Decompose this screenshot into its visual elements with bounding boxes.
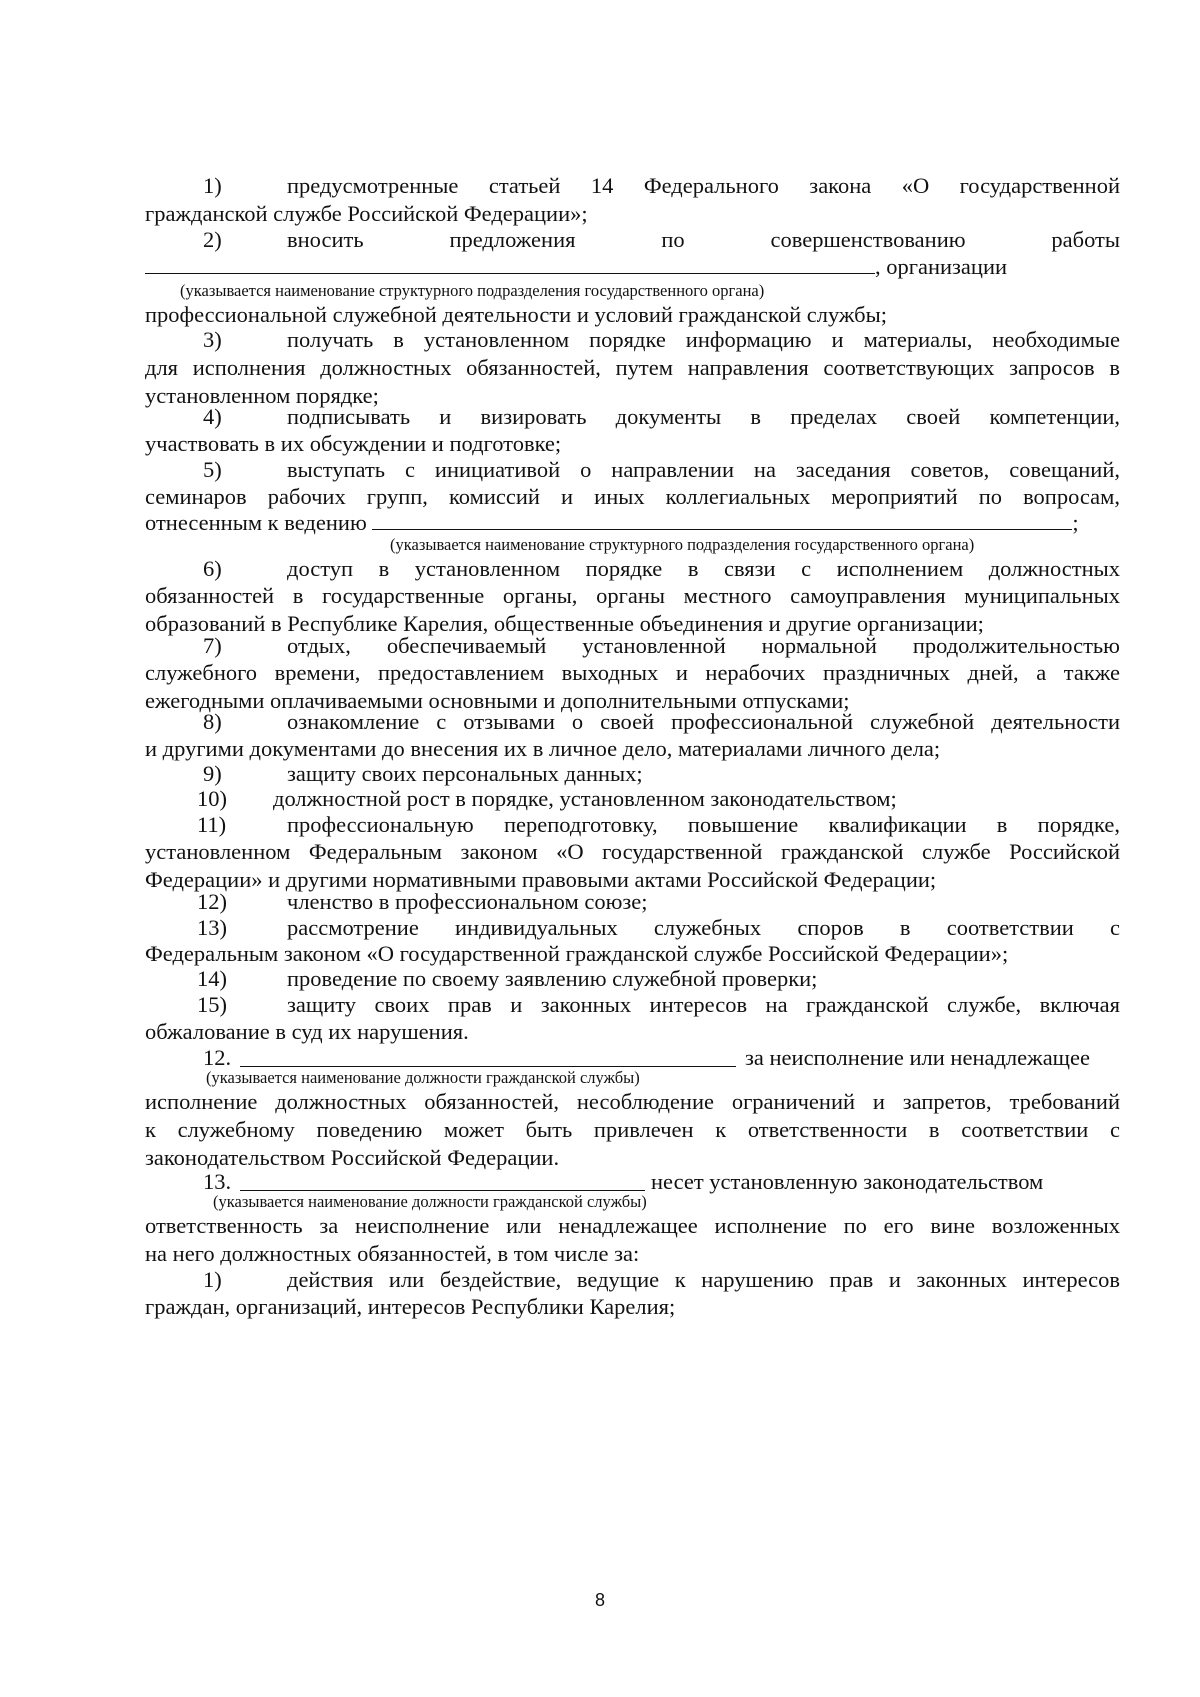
item-text: предусмотренные статьей 14 Федерального закона «О государственной — [287, 173, 1120, 198]
item-text: защиту своих прав и законных интересов на гражданской службе, включая — [287, 992, 1120, 1017]
text-line: Федерации» и другими нормативными правовыми актами Российской Федерации; — [145, 867, 937, 892]
fill-in-blank[interactable] — [145, 255, 875, 274]
text-line: служебного времени, предоставлением выходных и нерабочих праздничных дней, а также — [145, 660, 1120, 685]
text-line: ежегодными оплачиваемыми основными и дополнительными отпусками; — [145, 688, 850, 713]
item-number: 14) — [197, 966, 227, 991]
item-number: 1) — [203, 173, 222, 198]
item-text: проведение по своему заявлению служебной проверки; — [287, 966, 818, 991]
item-number: 7) — [203, 633, 222, 658]
item-text: рассмотрение индивидуальных служебных споров в соответствии с — [287, 915, 1120, 940]
fill-in-head: отнесенным к ведению — [145, 510, 367, 535]
fill-in-line — [145, 253, 1120, 281]
item-text-continued: участвовать в их обсуждении и подготовке; — [145, 431, 562, 456]
item-text: действия или бездействие, ведущие к нарушению прав и законных интересов — [287, 1267, 1120, 1292]
item-number: 11) — [197, 812, 227, 837]
item-text: выступать с инициативой о направлении на заседания советов, совещаний, — [287, 457, 1120, 482]
section-13-tail: несет установленную законодательством — [651, 1169, 1044, 1194]
fill-in-end: ; — [1072, 510, 1079, 535]
item-text-continued: Федеральным законом «О государственной гражданской службе Российской Федерации»; — [145, 941, 1009, 966]
list-item — [145, 456, 1120, 484]
text-line: к служебному поведению может быть привлечен к ответственности в соответствии с — [145, 1117, 1120, 1142]
item-text: доступ в установленном порядке в связи с исполнением должностных — [287, 556, 1120, 581]
list-item — [145, 172, 1120, 200]
text-line: законодательством Российской Федерации. — [145, 1145, 560, 1170]
item-text-continued — [145, 838, 1120, 894]
item-text-continued — [145, 659, 1120, 715]
item-number: 13) — [197, 915, 227, 940]
item-text: членство в профессиональном союзе; — [287, 889, 648, 914]
item-text: ознакомление с отзывами о своей профессиональной служебной деятельности — [287, 709, 1120, 734]
section-12-tail: за неисполнение или ненадлежащее — [745, 1045, 1090, 1070]
fill-in-blank[interactable] — [240, 1172, 645, 1191]
list-item — [145, 708, 1120, 736]
list-item — [145, 403, 1120, 431]
item-number: 10) — [197, 786, 227, 811]
section-number: 12. — [203, 1045, 232, 1070]
item-number: 12) — [197, 889, 227, 914]
item-number: 8) — [203, 709, 222, 734]
field-caption: (указывается наименование структурного подразделения государственного органа) — [180, 281, 765, 300]
item-text-continued — [145, 354, 1120, 410]
text-line: обязанностей в государственные органы, органы местного самоуправления муниципальных — [145, 583, 1120, 608]
item-number: 4) — [203, 404, 222, 429]
list-item — [145, 914, 1120, 942]
item-text-continued: граждан, организаций, интересов Республики Карелия; — [145, 1294, 676, 1319]
item-text-continued: гражданской службе Российской Федерации»; — [145, 201, 588, 226]
text-line: установленном Федеральным законом «О государственной гражданской службе Российской — [145, 839, 1120, 864]
text-line: установленном порядке; — [145, 383, 379, 408]
list-item — [145, 326, 1120, 354]
item-number: 5) — [203, 457, 222, 482]
item-text: отдых, обеспечиваемый установленной нормальной продолжительностью — [287, 633, 1120, 658]
item-text-continued — [145, 483, 1120, 511]
list-item — [145, 811, 1120, 839]
text-line: для исполнения должностных обязанностей, путем направления соответствующих запросов в — [145, 355, 1120, 380]
item-text-continued: профессиональной служебной деятельности и условий гражданской службы; — [145, 302, 887, 327]
item-text: профессиональную переподготовку, повышение квалификации в порядке, — [287, 812, 1120, 837]
item-text-continued — [145, 582, 1120, 638]
section-12-text — [145, 1088, 1120, 1172]
item-number: 15) — [197, 992, 227, 1017]
item-number: 3) — [203, 327, 222, 352]
list-item — [145, 632, 1120, 660]
fill-in-blank[interactable] — [372, 511, 1072, 530]
item-text: подписывать и визировать документы в пределах своей компетенции, — [287, 404, 1120, 429]
item-number: 2) — [203, 227, 222, 252]
item-text-continued: обжалование в суд их нарушения. — [145, 1019, 469, 1044]
text-line: семинаров рабочих групп, комиссий и иных коллегиальных мероприятий по вопросам, — [145, 484, 1120, 509]
item-number: 6) — [203, 556, 222, 581]
item-text-continued: и другими документами до внесения их в личное дело, материалами личного дела; — [145, 736, 941, 761]
field-caption: (указывается наименование должности гражданской службы) — [206, 1068, 640, 1087]
list-item — [145, 991, 1120, 1019]
text-line: на него должностных обязанностей, в том числе за: — [145, 1241, 640, 1266]
fill-in-tail: , организации — [875, 254, 1008, 279]
item-text: получать в установленном порядке информацию и материалы, необходимые — [287, 327, 1120, 352]
list-item — [145, 1266, 1120, 1294]
item-text: вносить предложения по совершенствованию работы — [287, 227, 1120, 252]
item-text: защиту своих персональных данных; — [287, 761, 643, 786]
list-item — [145, 555, 1120, 583]
fill-in-line — [145, 509, 1120, 537]
fill-in-blank[interactable] — [240, 1048, 736, 1067]
field-caption: (указывается наименование должности гражданской службы) — [213, 1192, 647, 1211]
text-line: исполнение должностных обязанностей, несоблюдение ограничений и запретов, требований — [145, 1089, 1120, 1114]
field-caption: (указывается наименование структурного подразделения государственного органа) — [390, 535, 975, 554]
section-13-text — [145, 1212, 1120, 1268]
item-number: 9) — [203, 761, 222, 786]
section-number: 13. — [203, 1169, 232, 1194]
item-number: 1) — [203, 1267, 222, 1292]
page-number: 8 — [594, 1590, 605, 1610]
list-item — [145, 226, 1120, 254]
text-line: ответственность за неисполнение или ненадлежащее исполнение по его вине возложенных — [145, 1213, 1120, 1238]
item-text: должностной рост в порядке, установленном законодательством; — [273, 786, 897, 811]
text-line: образований в Республике Карелия, общественные объединения и другие организации; — [145, 611, 984, 636]
